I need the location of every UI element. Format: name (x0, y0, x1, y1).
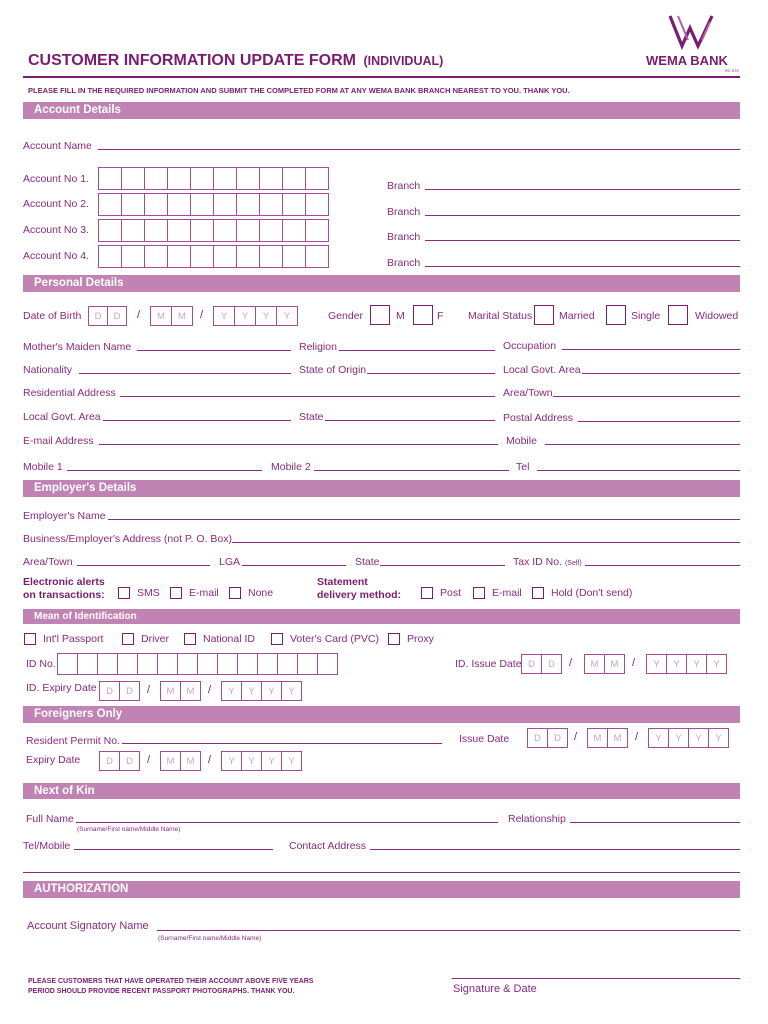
digit-box[interactable] (167, 167, 191, 190)
foreign-expiry-date-label: Expiry Date (26, 754, 81, 766)
employer-area-field[interactable] (77, 565, 210, 566)
marital-label: Marital Status (468, 310, 533, 322)
date-box[interactable]: D (547, 728, 568, 748)
digit-box[interactable] (305, 219, 329, 242)
email-alert-checkbox[interactable] (170, 587, 182, 599)
digit-box[interactable] (236, 193, 260, 216)
id-issue-year[interactable] (646, 654, 727, 674)
kin-full-name-label: Full Name (26, 813, 74, 825)
date-box[interactable]: D (119, 751, 140, 771)
date-box[interactable]: D (527, 728, 548, 748)
date-box[interactable]: Y (255, 306, 277, 326)
mobile2-field[interactable] (314, 470, 509, 471)
id-issue-month[interactable] (584, 654, 625, 674)
nationality-label: Nationality (23, 364, 73, 376)
email-address-field[interactable] (99, 444, 498, 445)
hold-label: Hold (Don't send) (551, 587, 633, 599)
dob-label: Date of Birth (23, 310, 82, 322)
proxy-checkbox[interactable] (388, 633, 400, 645)
digit-box[interactable] (98, 245, 122, 268)
digit-box[interactable] (259, 245, 283, 268)
employer-address-label: Business/Employer's Address (not P. O. Box) (23, 533, 232, 545)
national-id-label: National ID (203, 633, 255, 645)
email-address-label: E-mail Address (23, 435, 94, 447)
state-label: State (299, 411, 324, 423)
signature-field[interactable] (452, 978, 740, 979)
lga2-label: Local Govt. Area (23, 411, 101, 423)
signatory-name-note: (Surname/First name/Middle Name) (158, 935, 262, 942)
date-box[interactable]: Y (646, 654, 667, 674)
account-name-label: Account Name (23, 140, 92, 152)
section-foreigners: Foreigners Only (23, 706, 740, 723)
state-field[interactable] (325, 420, 495, 421)
date-box[interactable]: Y (261, 751, 282, 771)
lga-label: Local Govt. Area (503, 364, 581, 376)
date-separator: / (635, 731, 639, 743)
digit-box[interactable] (305, 193, 329, 216)
section-next-of-kin: Next of Kin (23, 783, 740, 799)
date-separator: / (147, 684, 151, 696)
id-expiry-day[interactable] (99, 681, 140, 701)
date-box[interactable]: M (171, 306, 193, 326)
branch-1-field[interactable] (425, 189, 740, 190)
account-no-3-label: Account No 3. (23, 224, 89, 236)
date-separator: / (147, 754, 151, 766)
employer-name-field[interactable] (108, 519, 740, 520)
branch-4-label: Branch (387, 257, 421, 269)
brand-rc: RC 575 (725, 68, 739, 73)
digit-box[interactable] (305, 245, 329, 268)
kin-full-name-note: (Surname/First name/Middle Name) (77, 826, 181, 833)
digit-box[interactable] (257, 653, 278, 675)
date-box[interactable]: M (587, 728, 608, 748)
foreign-issue-year[interactable] (648, 728, 729, 748)
account-no-3-boxes[interactable] (98, 219, 329, 242)
email-statement-label: E-mail (492, 587, 522, 599)
driver-checkbox[interactable] (122, 633, 134, 645)
branch-3-label: Branch (387, 231, 421, 243)
contact-address-line2[interactable] (23, 872, 740, 873)
date-box[interactable]: Y (281, 681, 302, 701)
foreign-issue-date-label: Issue Date (459, 733, 510, 745)
state-origin-label: State of Origin (299, 364, 367, 376)
date-box[interactable]: Y (276, 306, 298, 326)
kin-full-name-field[interactable] (76, 822, 498, 823)
lga-field[interactable] (582, 373, 740, 374)
digit-box[interactable] (117, 653, 138, 675)
married-checkbox[interactable] (534, 305, 554, 325)
residential-address-field[interactable] (120, 396, 495, 397)
id-expiry-date-label: ID. Expiry Date (26, 682, 97, 694)
date-box[interactable]: Y (668, 728, 689, 748)
single-checkbox[interactable] (606, 305, 626, 325)
digit-box[interactable] (190, 219, 214, 242)
digit-box[interactable] (77, 653, 98, 675)
section-employer-details: Employer's Details (23, 480, 740, 497)
id-no-label: ID No. (26, 658, 56, 670)
date-separator: / (632, 657, 636, 669)
digit-box[interactable] (237, 653, 258, 675)
digit-box[interactable] (144, 245, 168, 268)
email-alert-label: E-mail (189, 587, 219, 599)
digit-box[interactable] (57, 653, 78, 675)
foreign-issue-day[interactable] (527, 728, 568, 748)
mobile1-label: Mobile 1 (23, 461, 63, 473)
employer-lga-field[interactable] (242, 565, 346, 566)
employer-area-label: Area/Town (23, 556, 73, 568)
form-title (28, 52, 443, 70)
kin-tel-label: Tel/Mobile (23, 840, 71, 852)
passport-note-line1: PLEASE CUSTOMERS THAT HAVE OPERATED THEIR ACCOUNT ABOVE FIVE YEARS (28, 978, 314, 985)
digit-box[interactable] (144, 219, 168, 242)
foreign-expiry-year[interactable] (221, 751, 302, 771)
tel-label: Tel (516, 461, 530, 473)
section-identification: Mean of Identification (23, 609, 740, 624)
voters-card-label: Voter's Card (PVC) (290, 633, 379, 645)
dob-year[interactable] (213, 306, 298, 326)
foreign-expiry-month[interactable] (160, 751, 201, 771)
digit-box[interactable] (190, 193, 214, 216)
digit-box[interactable] (177, 653, 198, 675)
employer-lga-label: LGA (219, 556, 241, 568)
digit-box[interactable] (236, 167, 260, 190)
date-box[interactable]: Y (241, 681, 262, 701)
date-box[interactable]: Y (213, 306, 235, 326)
sms-label: SMS (137, 587, 160, 599)
digit-box[interactable] (190, 245, 214, 268)
date-box[interactable]: Y (261, 681, 282, 701)
account-no-4-label: Account No 4. (23, 250, 89, 262)
digit-box[interactable] (259, 167, 283, 190)
digit-box[interactable] (167, 219, 191, 242)
digit-box[interactable] (137, 653, 158, 675)
signature-label: Signature & Date (453, 983, 537, 995)
section-authorization: AUTHORIZATION (23, 881, 740, 898)
post-label: Post (440, 587, 462, 599)
date-box[interactable]: Y (221, 751, 242, 771)
date-box[interactable]: Y (688, 728, 709, 748)
none-checkbox[interactable] (229, 587, 241, 599)
proxy-label: Proxy (407, 633, 434, 645)
date-box[interactable]: D (99, 681, 120, 701)
date-box[interactable]: Y (708, 728, 729, 748)
date-box[interactable]: Y (281, 751, 302, 771)
digit-box[interactable] (259, 193, 283, 216)
mobile-field[interactable] (545, 444, 740, 445)
date-separator: / (200, 309, 204, 321)
employer-state-field[interactable] (380, 565, 505, 566)
date-box[interactable]: D (107, 306, 127, 326)
digit-box[interactable] (236, 219, 260, 242)
digit-box[interactable] (236, 245, 260, 268)
form-title-suffix: (INDIVIDUAL) (363, 54, 444, 68)
national-id-checkbox[interactable] (184, 633, 196, 645)
tax-id-note: (Self) (564, 560, 582, 567)
digit-box[interactable] (98, 167, 122, 190)
date-box[interactable]: Y (241, 751, 262, 771)
sms-checkbox[interactable] (118, 587, 130, 599)
branch-2-label: Branch (387, 206, 421, 218)
digit-box[interactable] (282, 219, 306, 242)
date-separator: / (137, 309, 141, 321)
foreign-expiry-day[interactable] (99, 751, 140, 771)
date-box[interactable]: M (604, 654, 625, 674)
signatory-name-label: Account Signatory Name (27, 920, 149, 932)
email-statement-checkbox[interactable] (473, 587, 485, 599)
digit-box[interactable] (121, 167, 145, 190)
date-box[interactable]: M (180, 681, 201, 701)
date-box[interactable]: Y (234, 306, 256, 326)
gender-label: Gender (328, 310, 364, 322)
account-no-1-label: Account No 1. (23, 173, 89, 185)
tax-id-field[interactable] (585, 565, 740, 566)
tax-id-label (513, 556, 582, 570)
gender-m-label: M (396, 310, 405, 322)
area-town-field[interactable] (553, 396, 740, 397)
digit-box[interactable] (317, 653, 338, 675)
account-no-2-label: Account No 2. (23, 198, 89, 210)
occupation-field[interactable] (562, 349, 740, 350)
account-no-2-boxes[interactable] (98, 193, 329, 216)
married-label: Married (559, 310, 595, 322)
statement-label-line2: delivery method: (317, 589, 402, 601)
statement-label-line1: Statement (317, 576, 368, 588)
mobile-label: Mobile (506, 435, 537, 447)
digit-box[interactable] (282, 245, 306, 268)
account-name-field[interactable] (98, 149, 740, 150)
employer-name-label: Employer's Name (23, 510, 106, 522)
contact-address-label: Contact Address (289, 840, 367, 852)
date-separator: / (208, 684, 212, 696)
religion-label: Religion (299, 341, 337, 353)
date-box[interactable]: M (150, 306, 172, 326)
dob-day[interactable] (88, 306, 127, 326)
gender-f-checkbox[interactable] (413, 305, 433, 325)
driver-label: Driver (141, 633, 169, 645)
digit-box[interactable] (167, 193, 191, 216)
date-box[interactable]: Y (706, 654, 727, 674)
date-box[interactable]: D (99, 751, 120, 771)
occupation-label: Occupation (503, 340, 557, 352)
digit-box[interactable] (167, 245, 191, 268)
gender-f-label: F (437, 310, 444, 322)
signatory-name-field[interactable] (157, 930, 740, 931)
date-box[interactable]: Y (648, 728, 669, 748)
account-no-1-boxes[interactable] (98, 167, 329, 190)
widowed-label: Widowed (695, 310, 739, 322)
alerts-label (23, 576, 105, 601)
date-box[interactable]: D (521, 654, 542, 674)
account-no-4-boxes[interactable] (98, 245, 329, 268)
date-box[interactable]: D (541, 654, 562, 674)
relationship-label: Relationship (508, 813, 566, 825)
digit-box[interactable] (157, 653, 178, 675)
date-box[interactable]: M (607, 728, 628, 748)
branch-2-field[interactable] (425, 215, 740, 216)
voters-card-checkbox[interactable] (271, 633, 283, 645)
nationality-field[interactable] (79, 373, 291, 374)
form-title-main: CUSTOMER INFORMATION UPDATE FORM (28, 52, 356, 69)
alerts-label-line2: on transactions: (23, 589, 105, 601)
date-separator: / (208, 754, 212, 766)
employer-address-field[interactable] (232, 542, 740, 543)
residential-address-label: Residential Address (23, 387, 116, 399)
digit-box[interactable] (217, 653, 238, 675)
intl-passport-label: Int'l Passport (43, 633, 104, 645)
digit-box[interactable] (305, 167, 329, 190)
digit-box[interactable] (121, 245, 145, 268)
tel-field[interactable] (537, 470, 740, 471)
digit-box[interactable] (190, 167, 214, 190)
area-town-label: Area/Town (503, 387, 553, 399)
date-box[interactable]: M (160, 751, 181, 771)
mobile1-field[interactable] (67, 470, 262, 471)
state-origin-field[interactable] (367, 373, 495, 374)
id-issue-day[interactable] (521, 654, 562, 674)
digit-box[interactable] (213, 167, 237, 190)
postal-address-field[interactable] (578, 421, 740, 422)
digit-box[interactable] (213, 193, 237, 216)
religion-field[interactable] (339, 350, 495, 351)
date-box[interactable]: M (584, 654, 605, 674)
post-checkbox[interactable] (421, 587, 433, 599)
single-label: Single (631, 310, 661, 322)
relationship-field[interactable] (570, 822, 740, 823)
postal-address-label: Postal Address (503, 412, 574, 424)
id-expiry-year[interactable] (221, 681, 302, 701)
id-issue-date-label: ID. Issue Date (455, 658, 522, 670)
digit-box[interactable] (213, 245, 237, 268)
date-box[interactable]: M (160, 681, 181, 701)
digit-box[interactable] (213, 219, 237, 242)
date-box[interactable]: Y (686, 654, 707, 674)
date-box[interactable]: M (180, 751, 201, 771)
date-box[interactable]: D (119, 681, 140, 701)
section-account-details: Account Details (23, 102, 740, 119)
date-box[interactable]: D (88, 306, 108, 326)
none-label: None (248, 587, 274, 599)
hold-checkbox[interactable] (532, 587, 544, 599)
section-personal-details: Personal Details (23, 275, 740, 292)
passport-note (28, 977, 313, 997)
tax-id-text: Tax ID No. (513, 556, 563, 568)
digit-box[interactable] (97, 653, 118, 675)
date-box[interactable]: Y (221, 681, 242, 701)
digit-box[interactable] (144, 193, 168, 216)
branch-3-field[interactable] (425, 240, 740, 241)
resident-permit-field[interactable] (122, 743, 442, 744)
digit-box[interactable] (121, 193, 145, 216)
kin-tel-field[interactable] (74, 849, 273, 850)
mobile2-label: Mobile 2 (271, 461, 311, 473)
widowed-checkbox[interactable] (668, 305, 688, 325)
wema-logo-icon (668, 14, 716, 50)
digit-box[interactable] (98, 193, 122, 216)
digit-box[interactable] (144, 167, 168, 190)
header-rule (23, 76, 740, 78)
id-no-boxes[interactable] (57, 653, 338, 675)
intl-passport-checkbox[interactable] (24, 633, 36, 645)
statement-label (317, 576, 401, 601)
lga2-field[interactable] (103, 420, 291, 421)
resident-permit-label: Resident Permit No. (26, 735, 120, 747)
date-separator: / (574, 731, 578, 743)
instruction-text: PLEASE FILL IN THE REQUIRED INFORMATION AND SUBMIT THE COMPLETED FORM AT ANY WEMA BANK BRANCH NEAREST TO YOU. THANK YOU. (28, 86, 570, 95)
digit-box[interactable] (297, 653, 318, 675)
maiden-name-label: Mother's Maiden Name (23, 341, 132, 353)
date-separator: / (569, 657, 573, 669)
digit-box[interactable] (121, 219, 145, 242)
gender-m-checkbox[interactable] (370, 305, 390, 325)
digit-box[interactable] (277, 653, 298, 675)
employer-state-label: State (355, 556, 380, 568)
branch-4-field[interactable] (425, 266, 740, 267)
digit-box[interactable] (197, 653, 218, 675)
digit-box[interactable] (259, 219, 283, 242)
contact-address-field[interactable] (370, 849, 740, 850)
maiden-name-field[interactable] (137, 350, 291, 351)
date-box[interactable]: Y (666, 654, 687, 674)
id-expiry-month[interactable] (160, 681, 201, 701)
alerts-label-line1: Electronic alerts (23, 576, 105, 588)
passport-note-line2: PERIOD SHOULD PROVIDE RECENT PASSPORT PHOTOGRAPHS. THANK YOU. (28, 988, 295, 995)
foreign-issue-month[interactable] (587, 728, 628, 748)
digit-box[interactable] (98, 219, 122, 242)
brand-name: WEMA BANK (646, 53, 728, 68)
digit-box[interactable] (282, 167, 306, 190)
branch-1-label: Branch (387, 180, 421, 192)
dob-month[interactable] (150, 306, 193, 326)
digit-box[interactable] (282, 193, 306, 216)
